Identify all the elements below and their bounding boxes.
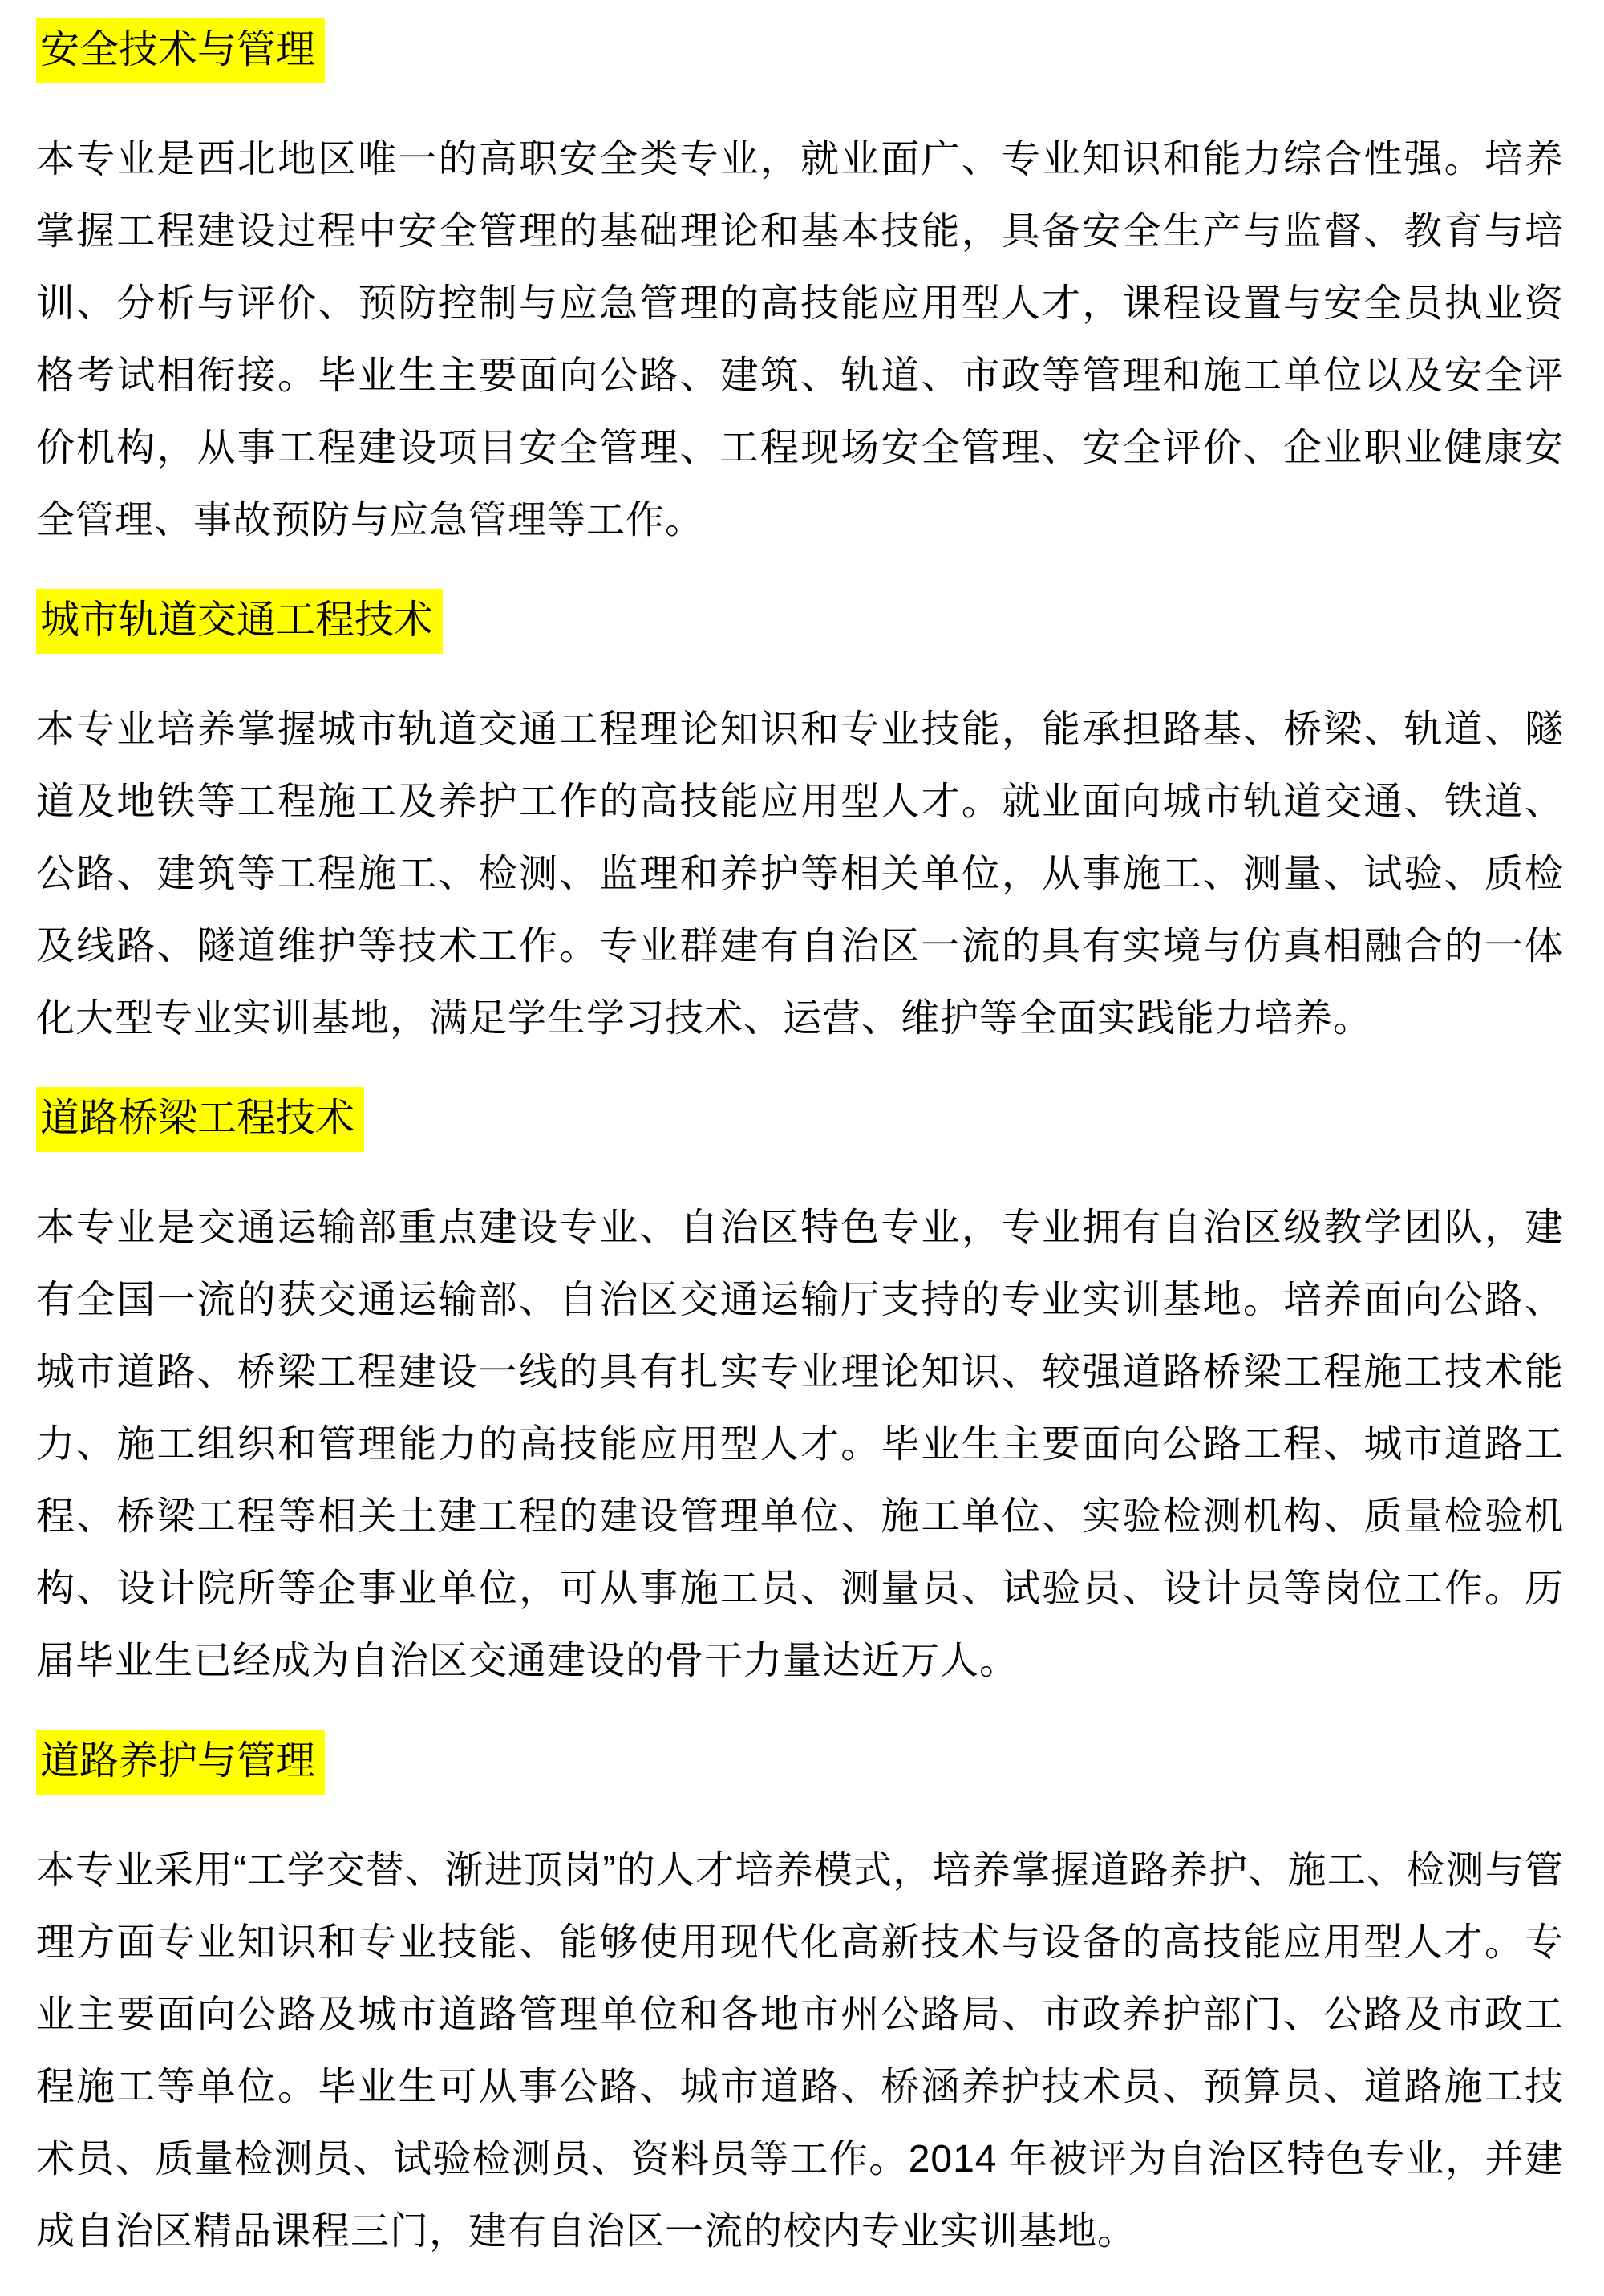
section-heading: [36, 589, 1564, 654]
section-heading: [36, 18, 1564, 83]
section-paragraph: 本专业采用“工学交替、渐进顶岗”的人才培养模式，培养掌握道路养护、施工、检测与管理方面专业知识和专业技能、能够使用现代化高新技术与设备的高技能应用型人才。专业主要面向公路及城市道路管理单位和各地市州公路局、市政养护部门、公路及市政工程施工等单位。毕业生可从事公路、城市道路、桥涵养护技术员、预算员、道路施工技术员、质量检测员、试验检测员、资料员等工作。2014 年被评为自治区特色专业，并建成自治区精品课程三门，建有自治区一流的校内专业实训基地。: [36, 1849, 1564, 2253]
heading-highlight: 安全技术与管理: [36, 18, 325, 83]
heading-highlight: 道路养护与管理: [36, 1730, 325, 1795]
section-paragraph: 本专业是西北地区唯一的高职安全类专业，就业面广、专业知识和能力综合性强。培养掌握工程建设过程中安全管理的基础理论和基本技能，具备安全生产与监督、教育与培训、分析与评价、预防控制与应急管理的高技能应用型人才，课程设置与安全员执业资格考试相衔接。毕业生主要面向公路、建筑、轨道、市政等管理和施工单位以及安全评价机构，从事工程建设项目安全管理、工程现场安全管理、安全评价、企业职业健康安全管理、事故预防与应急管理等工作。: [36, 138, 1564, 542]
section-heading: [36, 1730, 1564, 1795]
document-body: [36, 18, 1564, 2268]
heading-highlight: 道路桥梁工程技术: [36, 1087, 364, 1152]
section-road-bridge-engineering: [36, 1087, 1564, 1698]
heading-highlight: 城市轨道交通工程技术: [36, 589, 443, 654]
section-heading: [36, 1087, 1564, 1152]
section-paragraph: 本专业是交通运输部重点建设专业、自治区特色专业，专业拥有自治区级教学团队，建有全国一流的获交通运输部、自治区交通运输厅支持的专业实训基地。培养面向公路、城市道路、桥梁工程建设一线的具有扎实专业理论知识、较强道路桥梁工程施工技术能力、施工组织和管理能力的高技能应用型人才。毕业生主要面向公路工程、城市道路工程、桥梁工程等相关土建工程的建设管理单位、施工单位、实验检测机构、质量检验机构、设计院所等企事业单位，可从事施工员、测量员、试验员、设计员等岗位工作。历届毕业生已经成为自治区交通建设的骨干力量达近万人。: [36, 1207, 1564, 1682]
section-urban-rail-transit: [36, 589, 1564, 1055]
section-road-maintenance-management: [36, 1730, 1564, 2268]
section-paragraph: 本专业培养掌握城市轨道交通工程理论知识和专业技能，能承担路基、桥梁、轨道、隧道及地铁等工程施工及养护工作的高技能应用型人才。就业面向城市轨道交通、铁道、公路、建筑等工程施工、检测、监理和养护等相关单位，从事施工、测量、试验、质检及线路、隧道维护等技术工作。专业群建有自治区一流的具有实境与仿真相融合的一体化大型专业实训基地，满足学生学习技术、运营、维护等全面实践能力培养。: [36, 708, 1564, 1040]
section-safety-tech-management: [36, 18, 1564, 557]
